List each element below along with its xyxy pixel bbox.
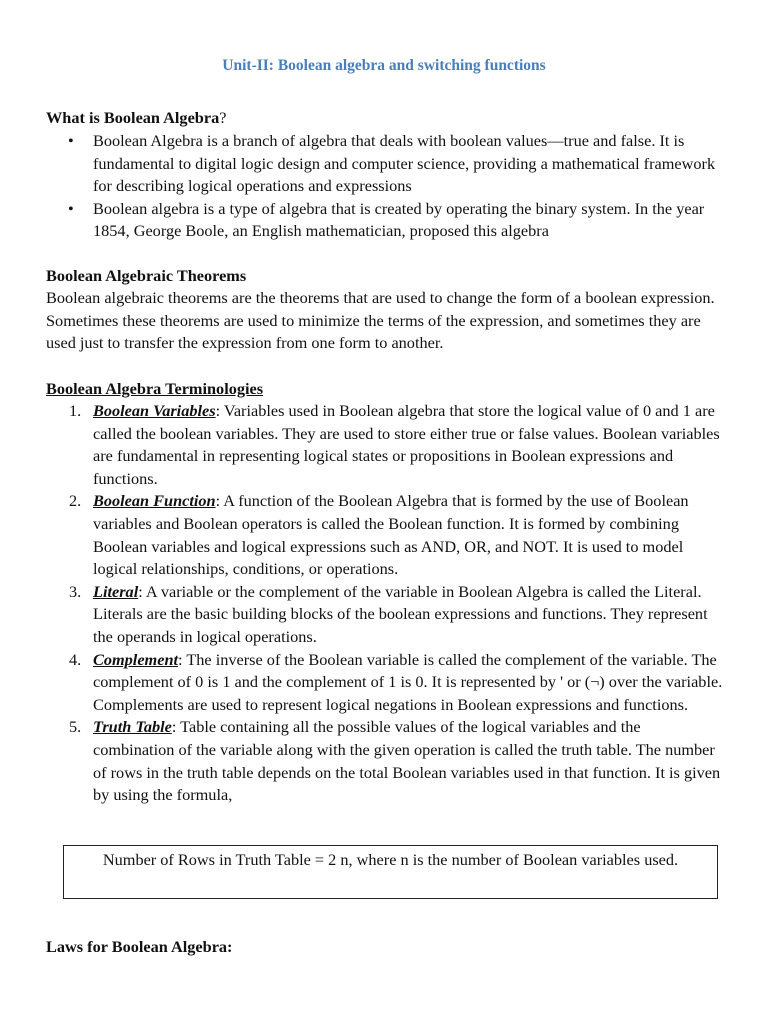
bullet-icon: •: [68, 131, 74, 150]
heading-text: What is Boolean Algebra: [46, 108, 220, 127]
bullet-icon: •: [68, 198, 74, 218]
list-item: [46, 400, 726, 490]
definition-bullet-list: [46, 130, 726, 243]
list-item: [46, 130, 726, 198]
term-definition: : The inverse of the Boolean variable is called the complement of the variable. The complement of 0 is 1 and the complement of 1 is 0. It is represented by ' or (¬) over the variable. Complements are used to represent logical negations in Boolean expressions and functions.: [93, 649, 723, 714]
term-definition: : Table containing all the possible values of the logical variables and the combination of the variable along with the given operation is called the truth table. The number of rows in the truth table depends on the total Boolean variables used in that function. It is given by using the formula,: [93, 717, 721, 805]
section-heading-laws: Laws for Boolean Algebra:: [46, 937, 233, 956]
term-label: Truth Table: [93, 717, 172, 737]
list-item: [46, 198, 726, 243]
terminology-list: [46, 400, 726, 807]
theorems-paragraph: Boolean algebraic theorems are the theorems that are used to change the form of a boolean expression. Sometimes these theorems are used to minimize the terms of the expression, and sometimes they are used just to transfer the expression from one form to another.: [46, 288, 715, 353]
item-number: 1.: [69, 401, 82, 420]
section-heading-terminologies: Boolean Algebra Terminologies: [46, 379, 264, 398]
formula-box: Number of Rows in Truth Table = 2 n, where n is the number of Boolean variables used.: [63, 845, 718, 899]
page-title: Unit-II: Boolean algebra and switching functions: [222, 57, 546, 74]
list-item: [46, 716, 726, 806]
bullet-text: Boolean algebra is a type of algebra that is created by operating the binary system. In the year 1854, George Boole, an English mathematician, proposed this algebra: [93, 198, 705, 241]
term-label: Complement: [93, 649, 179, 669]
term-definition: : Variables used in Boolean algebra that store the logical value of 0 and 1 are called the boolean variables. They are used to store either true or false values. Boolean variables are fundamental in representing logical states or propositions in Boolean expressions and functions.: [93, 401, 720, 488]
item-number: 4.: [69, 649, 82, 669]
section-heading-theorems: Boolean Algebraic Theorems: [46, 266, 247, 285]
term-definition: : A function of the Boolean Algebra that is formed by the use of Boolean variables and Boolean operators is called the Boolean function. It is formed by combining Boolean variables and logical expressions such as AND, OR, and NOT. It is used to model logical relationships, conditions, or operations.: [93, 491, 689, 579]
heading-suffix: ?: [219, 108, 227, 127]
list-item: [46, 490, 726, 580]
term-label: Boolean Variables: [93, 401, 216, 420]
term-label: Literal: [93, 581, 139, 601]
term-definition: : A variable or the complement of the variable in Boolean Algebra is called the Literal. Literals are the basic building blocks of the boolean expressions and functions. They represent the operands in logical operations.: [93, 581, 708, 646]
section-heading-what-is-boolean-algebra: [46, 107, 226, 130]
bullet-text: Boolean Algebra is a branch of algebra that deals with boolean values—true and false. It is fundamental to digital logic design and computer science, providing a mathematical framework for describing logical operations and expressions: [93, 131, 716, 196]
list-item: [46, 649, 726, 717]
term-label: Boolean Function: [93, 491, 216, 511]
list-item: [46, 581, 726, 649]
item-number: 3.: [69, 581, 82, 601]
item-number: 2.: [69, 491, 82, 511]
item-number: 5.: [69, 717, 82, 737]
